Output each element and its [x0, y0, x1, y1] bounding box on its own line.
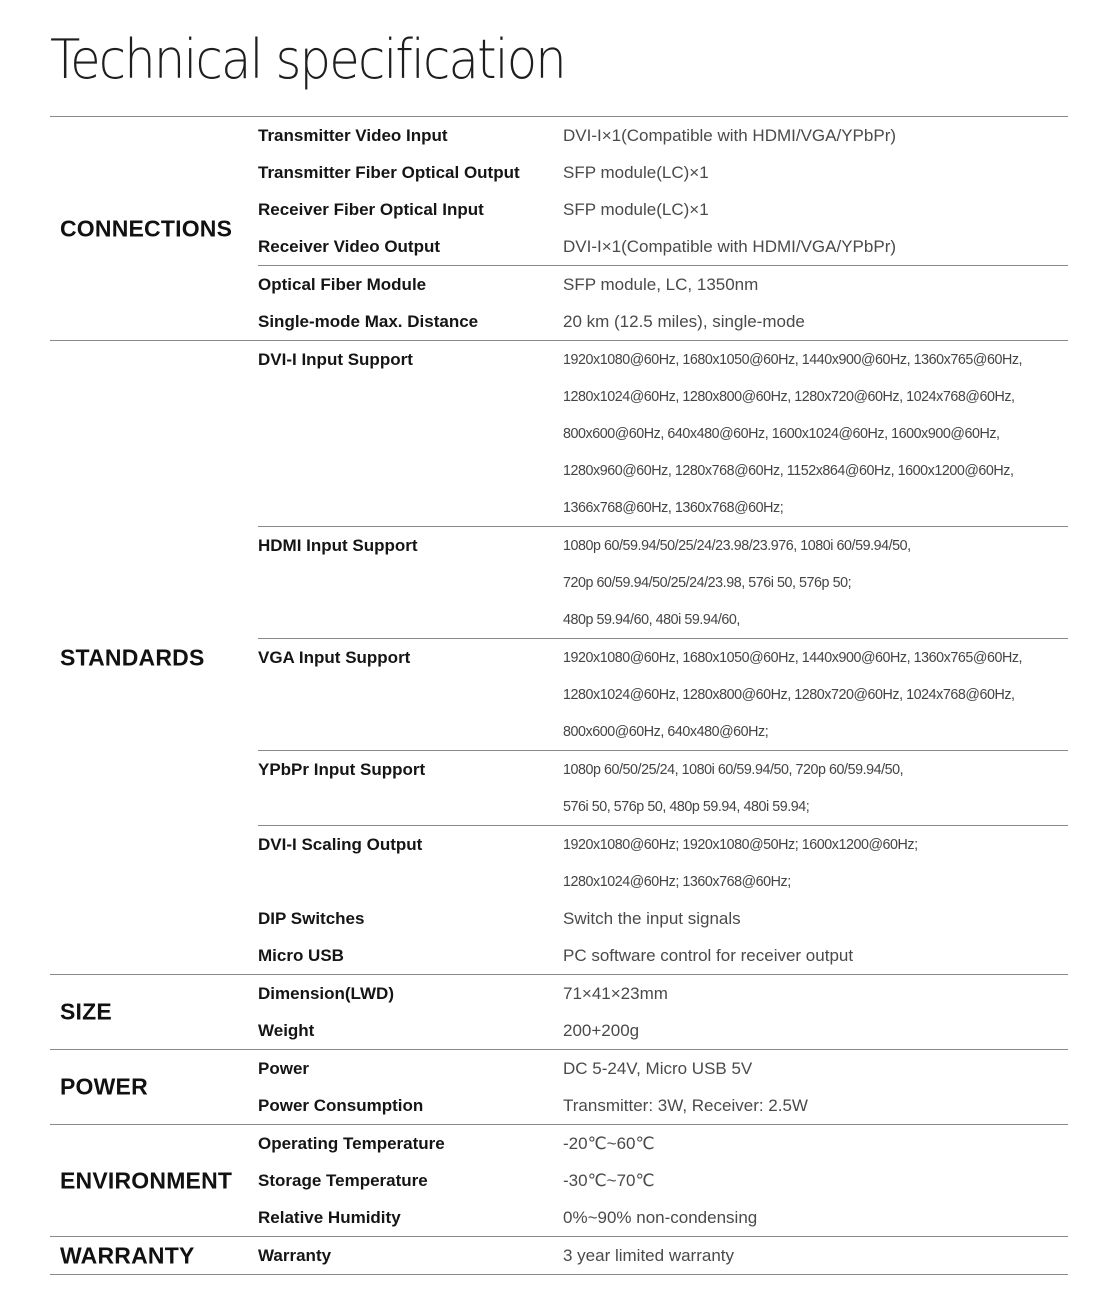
spec-group — [258, 825, 1068, 974]
spec-group — [258, 117, 1068, 265]
spec-value: DVI-I×1(Compatible with HDMI/VGA/YPbPr) — [563, 236, 897, 256]
spec-row — [258, 1125, 1068, 1162]
spec-group — [258, 638, 1068, 750]
spec-section-standards — [50, 340, 1068, 974]
spec-row — [258, 601, 1068, 638]
section-heading: CONNECTIONS — [60, 215, 233, 241]
section-heading: STANDARDS — [60, 644, 205, 670]
spec-label: Power Consumption — [258, 1095, 424, 1115]
spec-row — [258, 1087, 1068, 1124]
spec-row — [258, 676, 1068, 713]
spec-table — [50, 116, 1068, 1275]
spec-value: 1280x960@60Hz, 1280x768@60Hz, 1152x864@60Hz, 1600x1200@60Hz, — [563, 462, 1014, 479]
spec-row — [258, 452, 1068, 489]
spec-group — [258, 265, 1068, 340]
section-heading: POWER — [60, 1073, 148, 1100]
spec-group — [258, 1237, 1068, 1274]
spec-row — [258, 415, 1068, 452]
spec-value: 1920x1080@60Hz, 1680x1050@60Hz, 1440x900@60Hz, 1360x765@60Hz, — [563, 351, 1023, 368]
spec-label: Micro USB — [258, 945, 344, 965]
spec-value: PC software control for receiver output — [563, 945, 854, 965]
section-heading: SIZE — [60, 998, 112, 1025]
spec-value: SFP module, LC, 1350nm — [563, 274, 759, 294]
spec-value: 200+200g — [563, 1020, 640, 1040]
spec-value: 720p 60/59.94/50/25/24/23.98, 576i 50, 576p 50; — [563, 574, 852, 591]
spec-value: SFP module(LC)×1 — [563, 199, 709, 219]
spec-row — [258, 1237, 1068, 1274]
spec-section-size — [50, 974, 1068, 1049]
spec-section-connections — [50, 116, 1068, 340]
spec-section-environment — [50, 1124, 1068, 1236]
spec-label: Optical Fiber Module — [258, 274, 427, 294]
spec-value: 0%~90% non-condensing — [563, 1207, 758, 1227]
spec-group — [258, 1050, 1068, 1124]
spec-row — [258, 937, 1068, 974]
spec-value: 1920x1080@60Hz, 1680x1050@60Hz, 1440x900@60Hz, 1360x765@60Hz, — [563, 649, 1023, 666]
spec-value: Switch the input signals — [563, 908, 741, 928]
spec-label: Weight — [258, 1020, 315, 1040]
spec-value: 3 year limited warranty — [563, 1245, 735, 1265]
spec-value: 800x600@60Hz, 640x480@60Hz, 1600x1024@60Hz, 1600x900@60Hz, — [563, 425, 1000, 442]
spec-row — [258, 154, 1068, 191]
spec-label: HDMI Input Support — [258, 535, 418, 555]
spec-row — [258, 303, 1068, 340]
spec-group — [258, 750, 1068, 825]
spec-value: -30℃~70℃ — [563, 1170, 655, 1190]
spec-value: Transmitter: 3W, Receiver: 2.5W — [563, 1095, 808, 1115]
section-heading: ENVIRONMENT — [60, 1167, 233, 1193]
spec-value: 1280x1024@60Hz, 1280x800@60Hz, 1280x720@60Hz, 1024x768@60Hz, — [563, 686, 1015, 703]
spec-row — [258, 1050, 1068, 1087]
spec-row — [258, 826, 1068, 863]
spec-value: 576i 50, 576p 50, 480p 59.94, 480i 59.94; — [563, 798, 810, 815]
spec-label: VGA Input Support — [258, 647, 411, 667]
spec-section-warranty — [50, 1236, 1068, 1275]
spec-value: 20 km (12.5 miles), single-mode — [563, 311, 805, 331]
section-heading: WARRANTY — [60, 1242, 195, 1268]
spec-value: 71×41×23mm — [563, 983, 668, 1003]
spec-label: Receiver Fiber Optical Input — [258, 199, 484, 219]
spec-value: SFP module(LC)×1 — [563, 162, 709, 182]
spec-label: Warranty — [258, 1245, 332, 1265]
spec-group — [258, 341, 1068, 526]
spec-row — [258, 378, 1068, 415]
spec-group — [258, 1125, 1068, 1236]
spec-label: Relative Humidity — [258, 1207, 401, 1227]
spec-row — [258, 1012, 1068, 1049]
spec-row — [258, 975, 1068, 1012]
spec-label: Storage Temperature — [258, 1170, 428, 1190]
spec-section-power — [50, 1049, 1068, 1124]
spec-row — [258, 117, 1068, 154]
spec-group — [258, 975, 1068, 1049]
spec-value: DC 5-24V, Micro USB 5V — [563, 1058, 753, 1078]
spec-label: Dimension(LWD) — [258, 983, 394, 1003]
spec-row — [258, 228, 1068, 265]
spec-label: DVI-I Scaling Output — [258, 834, 423, 854]
spec-value: 1280x1024@60Hz, 1280x800@60Hz, 1280x720@60Hz, 1024x768@60Hz, — [563, 388, 1015, 405]
spec-value: -20℃~60℃ — [563, 1133, 655, 1153]
spec-row — [258, 751, 1068, 788]
spec-value: 1920x1080@60Hz; 1920x1080@50Hz; 1600x1200@60Hz; — [563, 836, 918, 853]
spec-row — [258, 266, 1068, 303]
spec-value: 1280x1024@60Hz; 1360x768@60Hz; — [563, 873, 791, 890]
spec-row — [258, 900, 1068, 937]
spec-label: Receiver Video Output — [258, 236, 441, 256]
spec-value: 1080p 60/59.94/50/25/24/23.98/23.976, 1080i 60/59.94/50, — [563, 537, 911, 554]
spec-value: 480p 59.94/60, 480i 59.94/60, — [563, 611, 740, 628]
spec-value: 1366x768@60Hz, 1360x768@60Hz; — [563, 499, 784, 516]
spec-label: Operating Temperature — [258, 1133, 445, 1153]
spec-row — [258, 639, 1068, 676]
spec-label: DIP Switches — [258, 908, 365, 928]
spec-row — [258, 713, 1068, 750]
page-title: Technical specification — [50, 28, 565, 91]
spec-group — [258, 526, 1068, 638]
spec-row — [258, 1199, 1068, 1236]
spec-value: DVI-I×1(Compatible with HDMI/VGA/YPbPr) — [563, 125, 897, 145]
spec-row — [258, 341, 1068, 378]
spec-row — [258, 564, 1068, 601]
spec-label: Transmitter Video Input — [258, 125, 448, 145]
spec-label: Transmitter Fiber Optical Output — [258, 162, 520, 182]
spec-row — [258, 1162, 1068, 1199]
spec-label: DVI-I Input Support — [258, 349, 413, 369]
spec-row — [258, 788, 1068, 825]
spec-value: 1080p 60/50/25/24, 1080i 60/59.94/50, 720p 60/59.94/50, — [563, 761, 904, 778]
spec-row — [258, 191, 1068, 228]
spec-row — [258, 489, 1068, 526]
spec-value: 800x600@60Hz, 640x480@60Hz; — [563, 723, 769, 740]
spec-label: Power — [258, 1058, 310, 1078]
spec-row — [258, 527, 1068, 564]
spec-row — [258, 863, 1068, 900]
spec-label: YPbPr Input Support — [258, 759, 426, 779]
spec-label: Single-mode Max. Distance — [258, 311, 479, 331]
